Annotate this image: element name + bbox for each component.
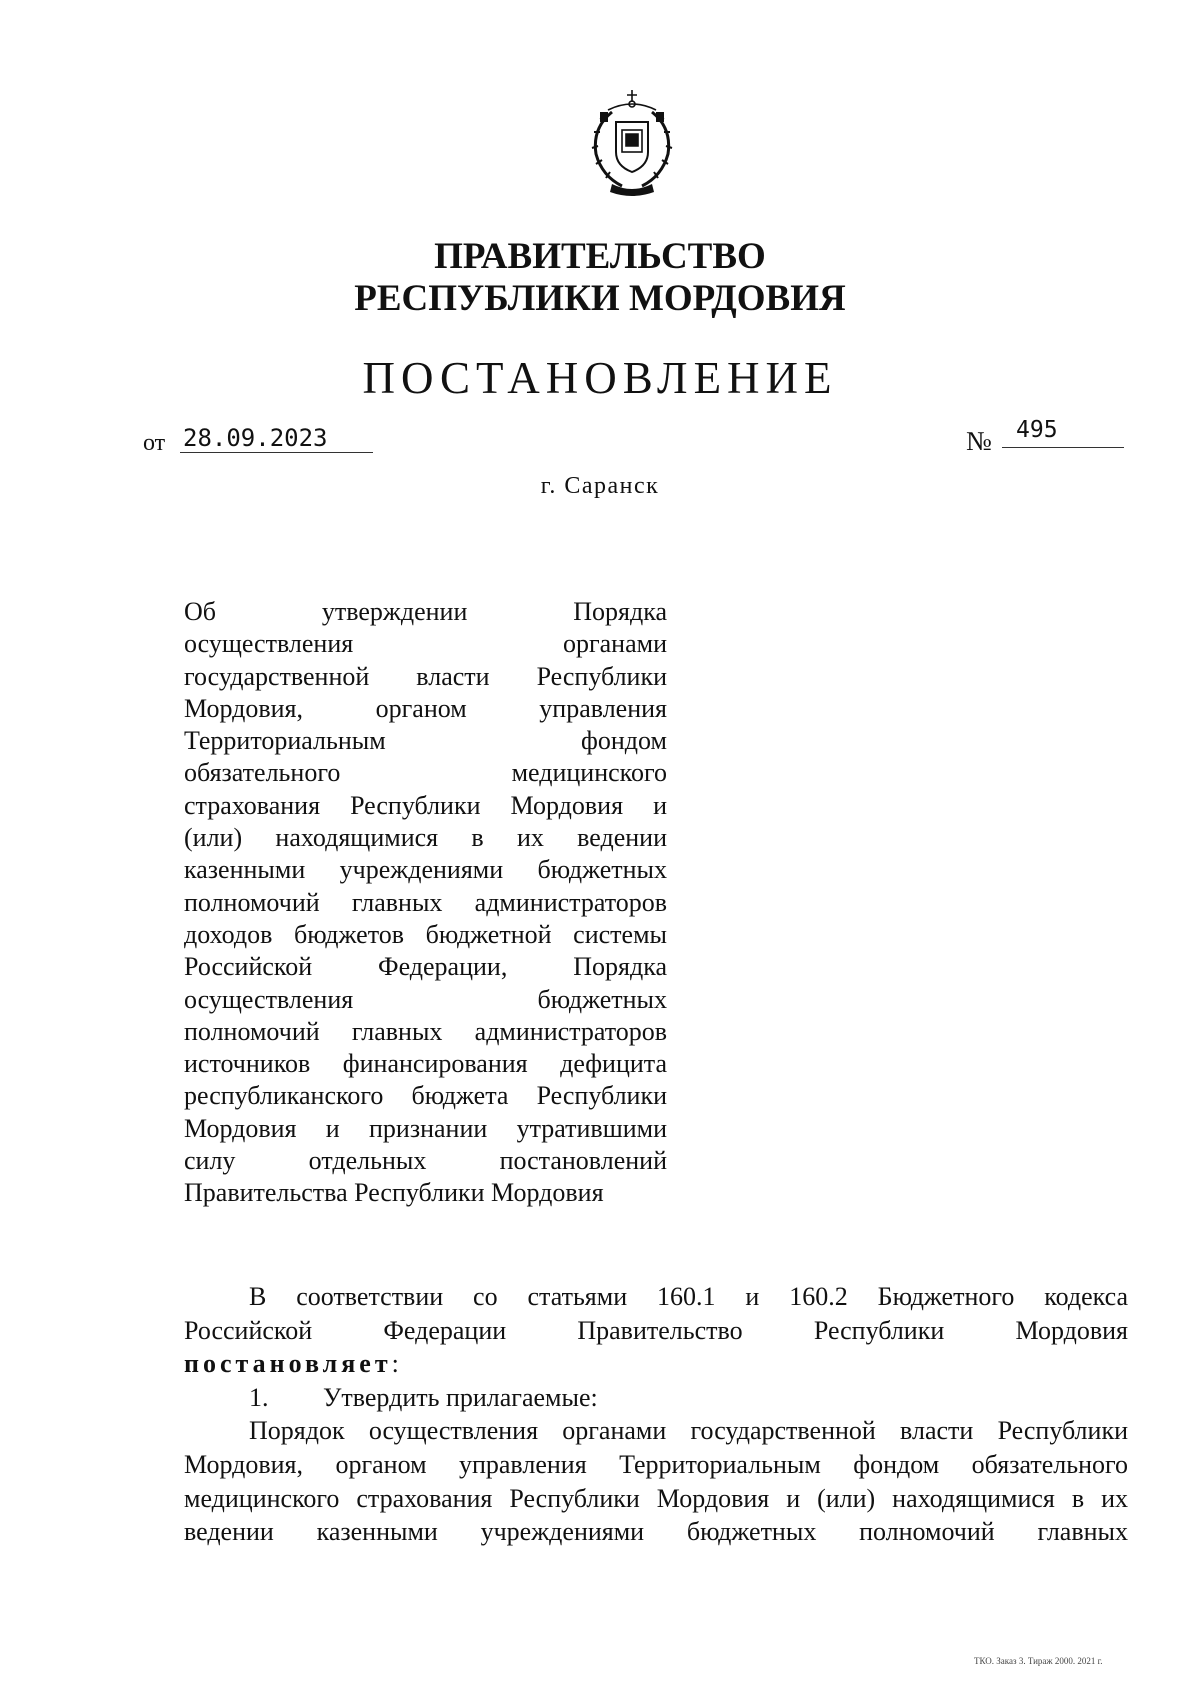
item-text: Утвердить прилагаемые: — [323, 1382, 598, 1412]
subject-line: республиканского бюджета Республики — [184, 1081, 667, 1111]
body-line: ведении казенными учреждениями бюджетных полномочий главных — [184, 1517, 1128, 1547]
body-line: Порядок осуществления органами государственной власти Республики — [249, 1416, 1128, 1446]
subject-line: Об утверждении Порядка — [184, 597, 667, 626]
body-line-resolves — [184, 1347, 1128, 1381]
subject-line: государственной власти Республики — [184, 661, 667, 691]
subject-line: Территориальным фондом — [184, 726, 667, 756]
number-field — [1002, 417, 1124, 448]
subject-line: Правительства Республики Мордовия — [184, 1178, 604, 1208]
body-line: медицинского страхования Республики Мордовия и (или) находящимися в их — [184, 1483, 1128, 1513]
subject-line: Мордовия, органом управления — [184, 693, 667, 723]
subject-line: Российской Федерации, Порядка — [184, 952, 667, 982]
date-field: 28.09.2023 — [180, 424, 373, 453]
government-title-line1: ПРАВИТЕЛЬСТВО — [434, 236, 766, 277]
government-title-line2: РЕСПУБЛИКИ МОРДОВИЯ — [354, 278, 846, 319]
government-title — [0, 236, 1200, 320]
number-label: № — [966, 426, 992, 456]
subject-line: полномочий главных администраторов — [184, 887, 667, 917]
subject-line: осуществления бюджетных — [184, 984, 667, 1014]
body-line: Российской Федерации Правительство Республики Мордовия — [184, 1315, 1128, 1345]
subject-line: казенными учреждениями бюджетных — [184, 855, 667, 885]
number-value: 495 — [1016, 417, 1058, 443]
body-line: Мордовия, органом управления Территориальным фондом обязательного — [184, 1449, 1128, 1479]
coat-of-arms-emblem — [582, 88, 682, 200]
body-line-item1 — [184, 1381, 1128, 1415]
subject-line: Мордовия и признании утратившими — [184, 1113, 667, 1143]
subject-line: полномочий главных администраторов — [184, 1016, 667, 1046]
document-type: ПОСТАНОВЛЕНИЕ — [362, 353, 838, 403]
print-info-footer: ТКО. Заказ 3. Тираж 2000. 2021 г. — [974, 1656, 1103, 1666]
document-body — [184, 1280, 1128, 1549]
item-number: 1. — [249, 1382, 269, 1412]
document-subject — [184, 596, 667, 1210]
subject-line: обязательного медицинского — [184, 758, 667, 788]
subject-line: осуществления органами — [184, 629, 667, 659]
date-label: от — [143, 430, 166, 456]
subject-line: доходов бюджетов бюджетной системы — [184, 919, 667, 949]
resolves-colon: : — [391, 1349, 399, 1379]
city: г. Саранск — [540, 473, 660, 499]
subject-line: силу отдельных постановлений — [184, 1146, 667, 1176]
subject-line: источников финансирования дефицита — [184, 1049, 667, 1079]
subject-line: (или) находящимися в их ведении — [184, 823, 667, 853]
body-line: В соответствии со статьями 160.1 и 160.2 Бюджетного кодекса — [249, 1282, 1128, 1311]
resolves-word: постановляет — [184, 1349, 392, 1379]
subject-line: страхования Республики Мордовия и — [184, 790, 667, 820]
